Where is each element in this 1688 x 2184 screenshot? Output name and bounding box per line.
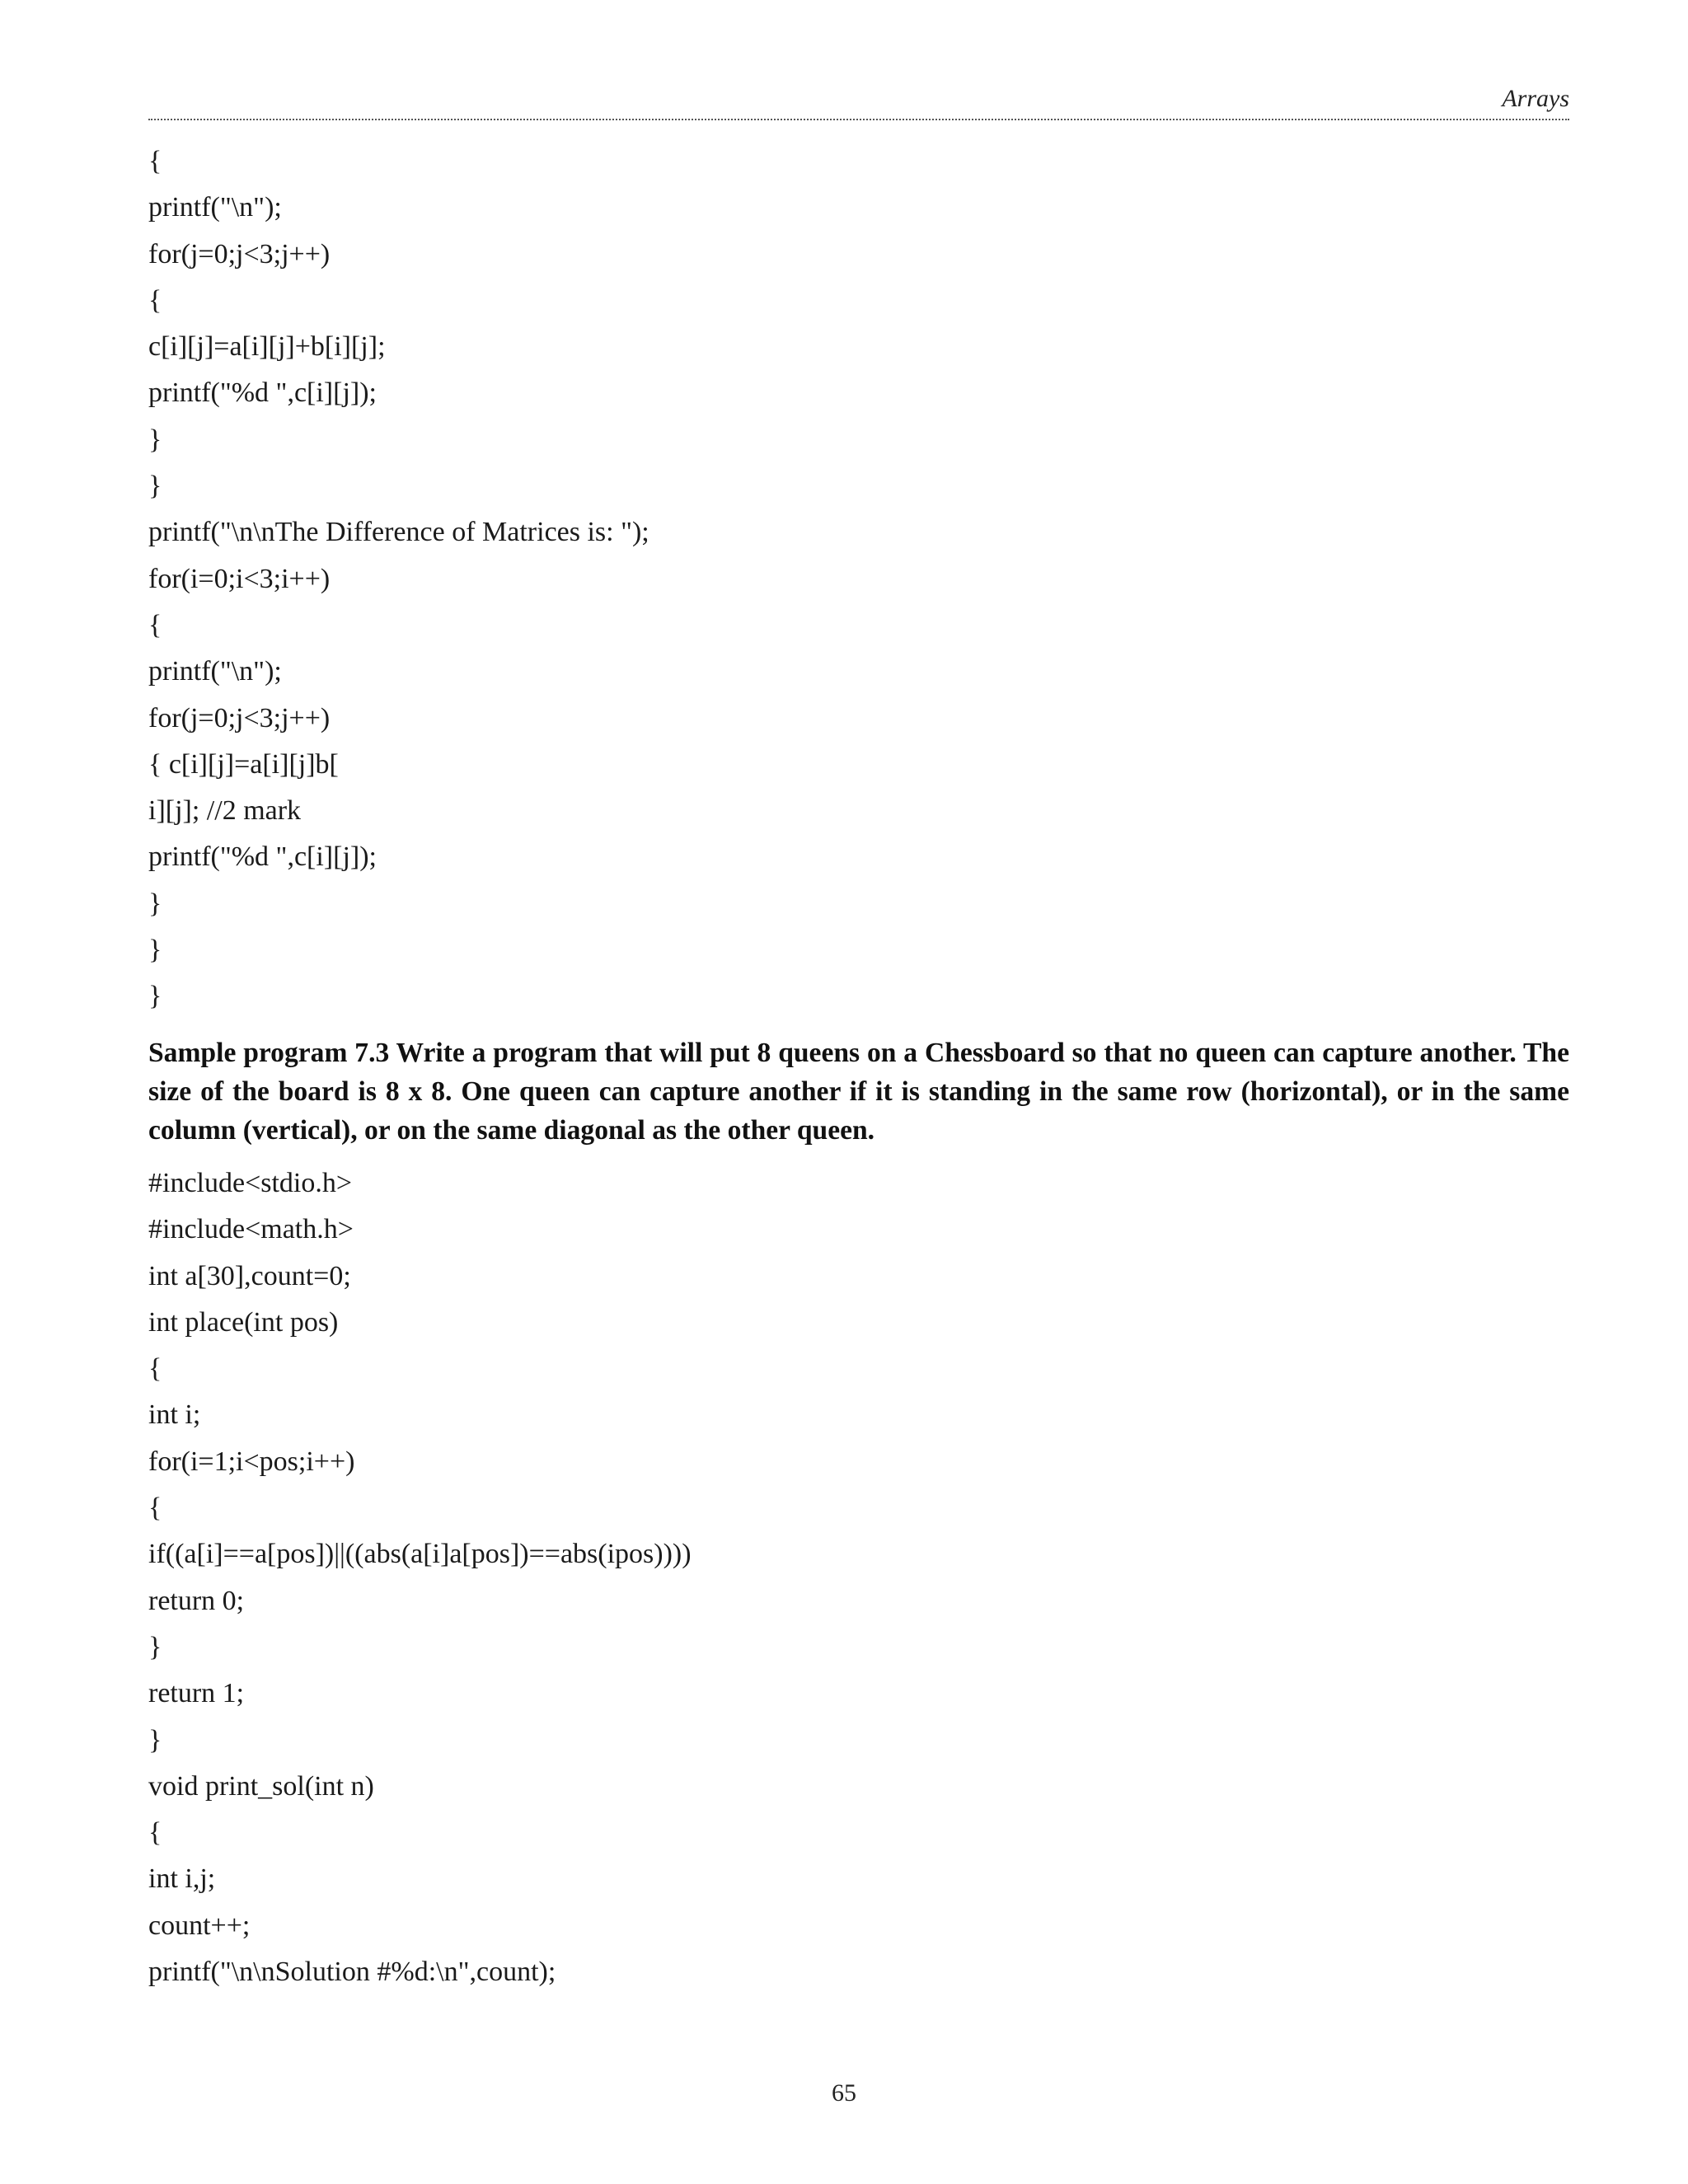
code-line: } bbox=[148, 1631, 162, 1662]
code-line: } bbox=[148, 471, 162, 502]
code-line: for(i=1;i<pos;i++) bbox=[148, 1446, 355, 1477]
code-line: for(j=0;j<3;j++) bbox=[148, 702, 331, 733]
code-block-matrix bbox=[148, 138, 1569, 1020]
code-line: printf("\n\nSolution #%d:\n",count); bbox=[148, 1957, 556, 1988]
code-line: { bbox=[148, 1493, 162, 1524]
code-line: return 0; bbox=[148, 1585, 245, 1616]
code-line: int a[30],count=0; bbox=[148, 1260, 351, 1291]
code-line: } bbox=[148, 935, 162, 966]
code-line: printf("\n"); bbox=[148, 656, 282, 687]
code-line: printf("%d ",c[i][j]); bbox=[148, 377, 377, 409]
code-line: { bbox=[148, 1817, 162, 1849]
code-line: } bbox=[148, 981, 162, 1012]
code-line: #include<stdio.h> bbox=[148, 1168, 353, 1198]
page-number: 65 bbox=[832, 2079, 856, 2107]
code-line: printf("\n\nThe Difference of Matrices is: "); bbox=[148, 517, 649, 548]
code-line: } bbox=[148, 424, 162, 455]
code-line: { bbox=[148, 284, 162, 316]
code-block-eight-queens bbox=[148, 1160, 1569, 1995]
code-line: count++; bbox=[148, 1910, 251, 1941]
running-title: Arrays bbox=[1502, 85, 1569, 112]
code-line: #include<math.h> bbox=[148, 1214, 354, 1245]
code-line: { bbox=[148, 609, 162, 640]
code-line: return 1; bbox=[148, 1678, 245, 1709]
code-line: int i; bbox=[148, 1399, 201, 1431]
code-line: } bbox=[148, 1724, 162, 1755]
code-line: i][j]; //2 mark bbox=[148, 795, 302, 827]
code-line: c[i][j]=a[i][j]+b[i][j]; bbox=[148, 331, 386, 363]
code-line: printf("%d ",c[i][j]); bbox=[148, 841, 377, 873]
code-line: { bbox=[148, 1353, 162, 1385]
code-line: for(j=0;j<3;j++) bbox=[148, 238, 331, 269]
code-line: { bbox=[148, 146, 162, 176]
code-line: int place(int pos) bbox=[148, 1306, 339, 1338]
code-line: if((a[i]==a[pos])||((abs(a[i]a[pos])==abs(ipos)))) bbox=[148, 1539, 692, 1570]
code-line: for(i=0;i<3;i++) bbox=[148, 563, 331, 594]
sample-program-heading: Sample program 7.3 Write a program that will put 8 queens on a Chessboard so that no queen can capture another. The size of the board is 8 x 8. One queen can capture another if it is standing in the same row (horizontal), or in the same column (vertical), or on the same diagonal as the other queen. bbox=[148, 1038, 1569, 1146]
code-line: void print_sol(int n) bbox=[148, 1770, 374, 1802]
code-line: } bbox=[148, 888, 162, 919]
code-line: int i,j; bbox=[148, 1863, 216, 1895]
code-line: { c[i][j]=a[i][j]b[ bbox=[148, 748, 339, 780]
running-header bbox=[148, 79, 1569, 120]
code-line: printf("\n"); bbox=[148, 192, 282, 223]
